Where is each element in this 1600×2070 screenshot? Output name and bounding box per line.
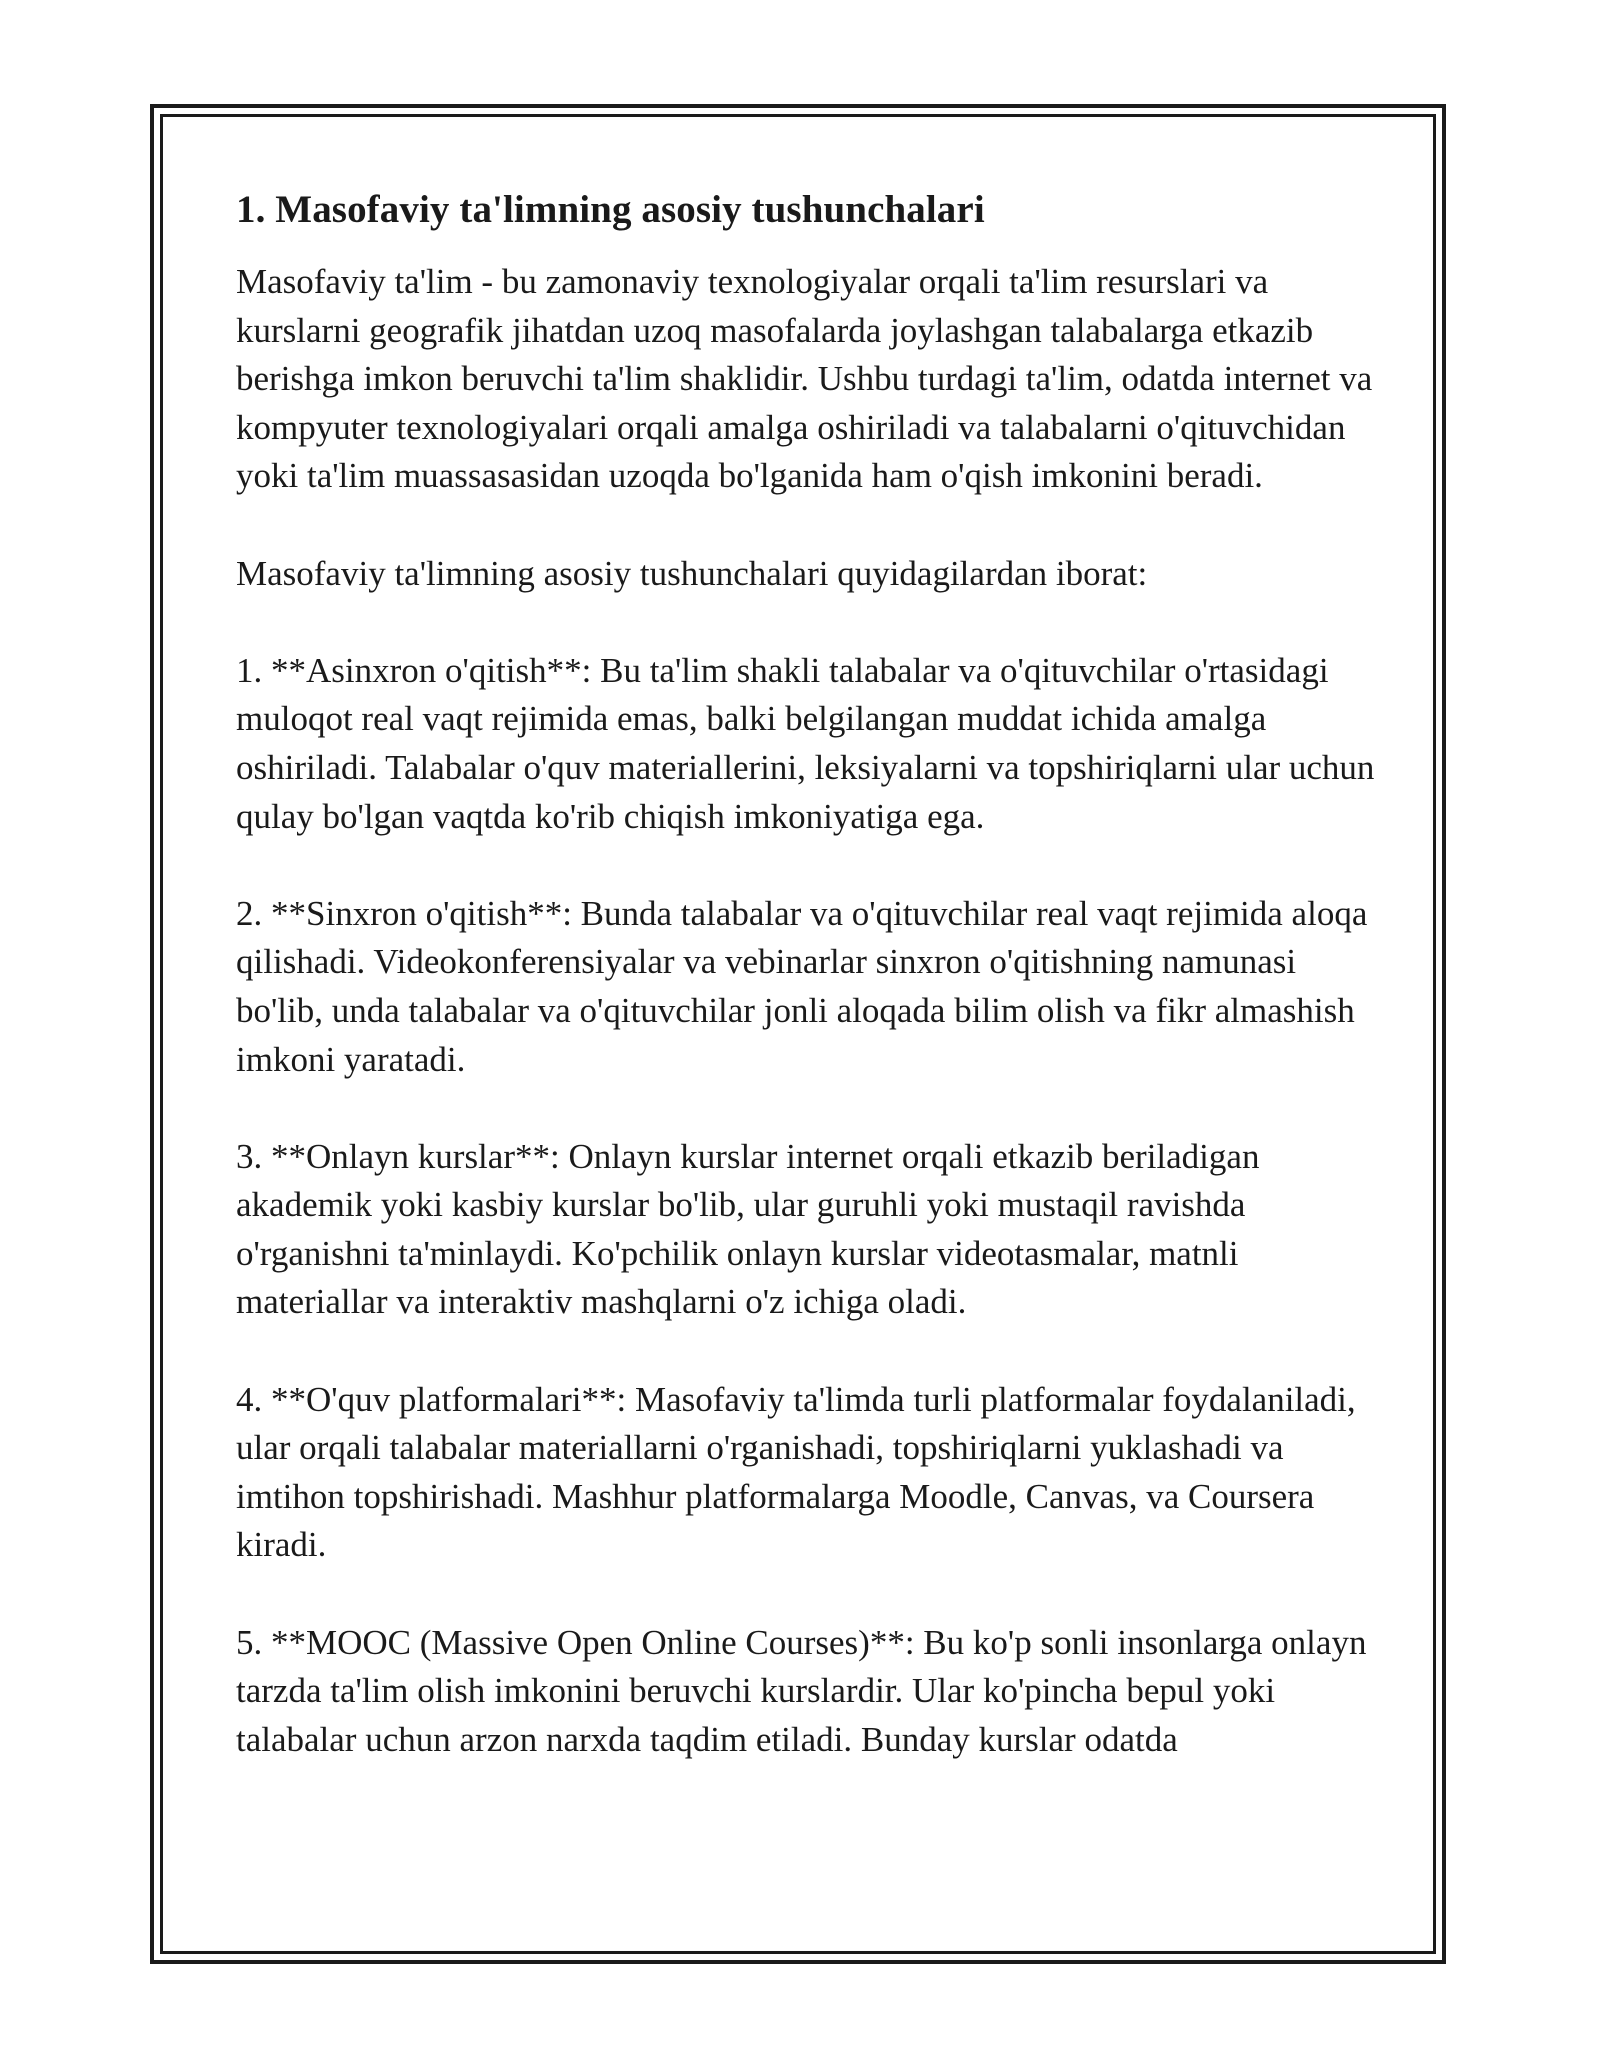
list-intro-paragraph: Masofaviy ta'limning asosiy tushunchalari quyidagilardan iborat: [236, 553, 1148, 593]
list-item-platformalar: 4. **O'quv platformalari**: Masofaviy ta'limda turli platformalar foydalaniladi, ular orqali talabalar materiallarni o'rganishadi, topshiriqlarni yuklashadi va imtihon topshirishadi. Mashhur platformalarga Moodle, Canvas, va Coursera kiradi. [236, 1379, 1356, 1565]
document-body [236, 186, 1380, 1813]
intro-paragraph: Masofaviy ta'lim - bu zamonaviy texnologiyalar orqali ta'lim resurslari va kurslarni geografik jihatdan uzoq masofalarda joylashgan talabalarga etkazib berishga imkon beruvchi ta'lim shaklidir. Ushbu turdagi ta'lim, odatda internet va kompyuter texnologiyalari orqali amalga oshiriladi va talabalarni o'qituvchidan yoki ta'lim muassasasidan uzoqda bo'lganida ham o'qish imkonini beradi. [236, 262, 1373, 496]
list-item-onlayn-kurslar: 3. **Onlayn kurslar**: Onlayn kurslar internet orqali etkazib beriladigan akademik yoki kasbiy kurslar bo'lib, ular guruhli yoki mustaqil ravishda o'rganishni ta'minlaydi. Ko'pchilik onlayn kurslar videotasmalar, matnli materiallar va interaktiv mashqlarni o'z ichiga oladi. [236, 1136, 1260, 1322]
list-item-asinxron: 1. **Asinxron o'qitish**: Bu ta'lim shakli talabalar va o'qituvchilar o'rtasidagi muloqot real vaqt rejimida emas, balki belgilangan muddat ichida amalga oshiriladi. Talabalar o'quv materiallerini, leksiyalarni va topshiriqlarni ular uchun qulay bo'lgan vaqtda ko'rib chiqish imkoniyatiga ega. [236, 650, 1375, 836]
section-heading: 1. Masofaviy ta'limning asosiy tushunchalari [236, 188, 985, 231]
list-item-mooc: 5. **MOOC (Massive Open Online Courses)**: Bu ko'p sonli insonlarga onlayn tarzda ta'lim olish imkonini beruvchi kurslardir. Ular ko'pincha bepul yoki talabalar uchun arzon narxda taqdim etiladi. Bunday kurslar odatda [236, 1622, 1367, 1759]
list-item-sinxron: 2. **Sinxron o'qitish**: Bunda talabalar va o'qituvchilar real vaqt rejimida aloqa qilishadi. Videokonferensiyalar va vebinarlar sinxron o'qitishning namunasi bo'lib, unda talabalar va o'qituvchilar jonli aloqada bilim olish va fikr almashish imkoni yaratadi. [236, 893, 1368, 1079]
